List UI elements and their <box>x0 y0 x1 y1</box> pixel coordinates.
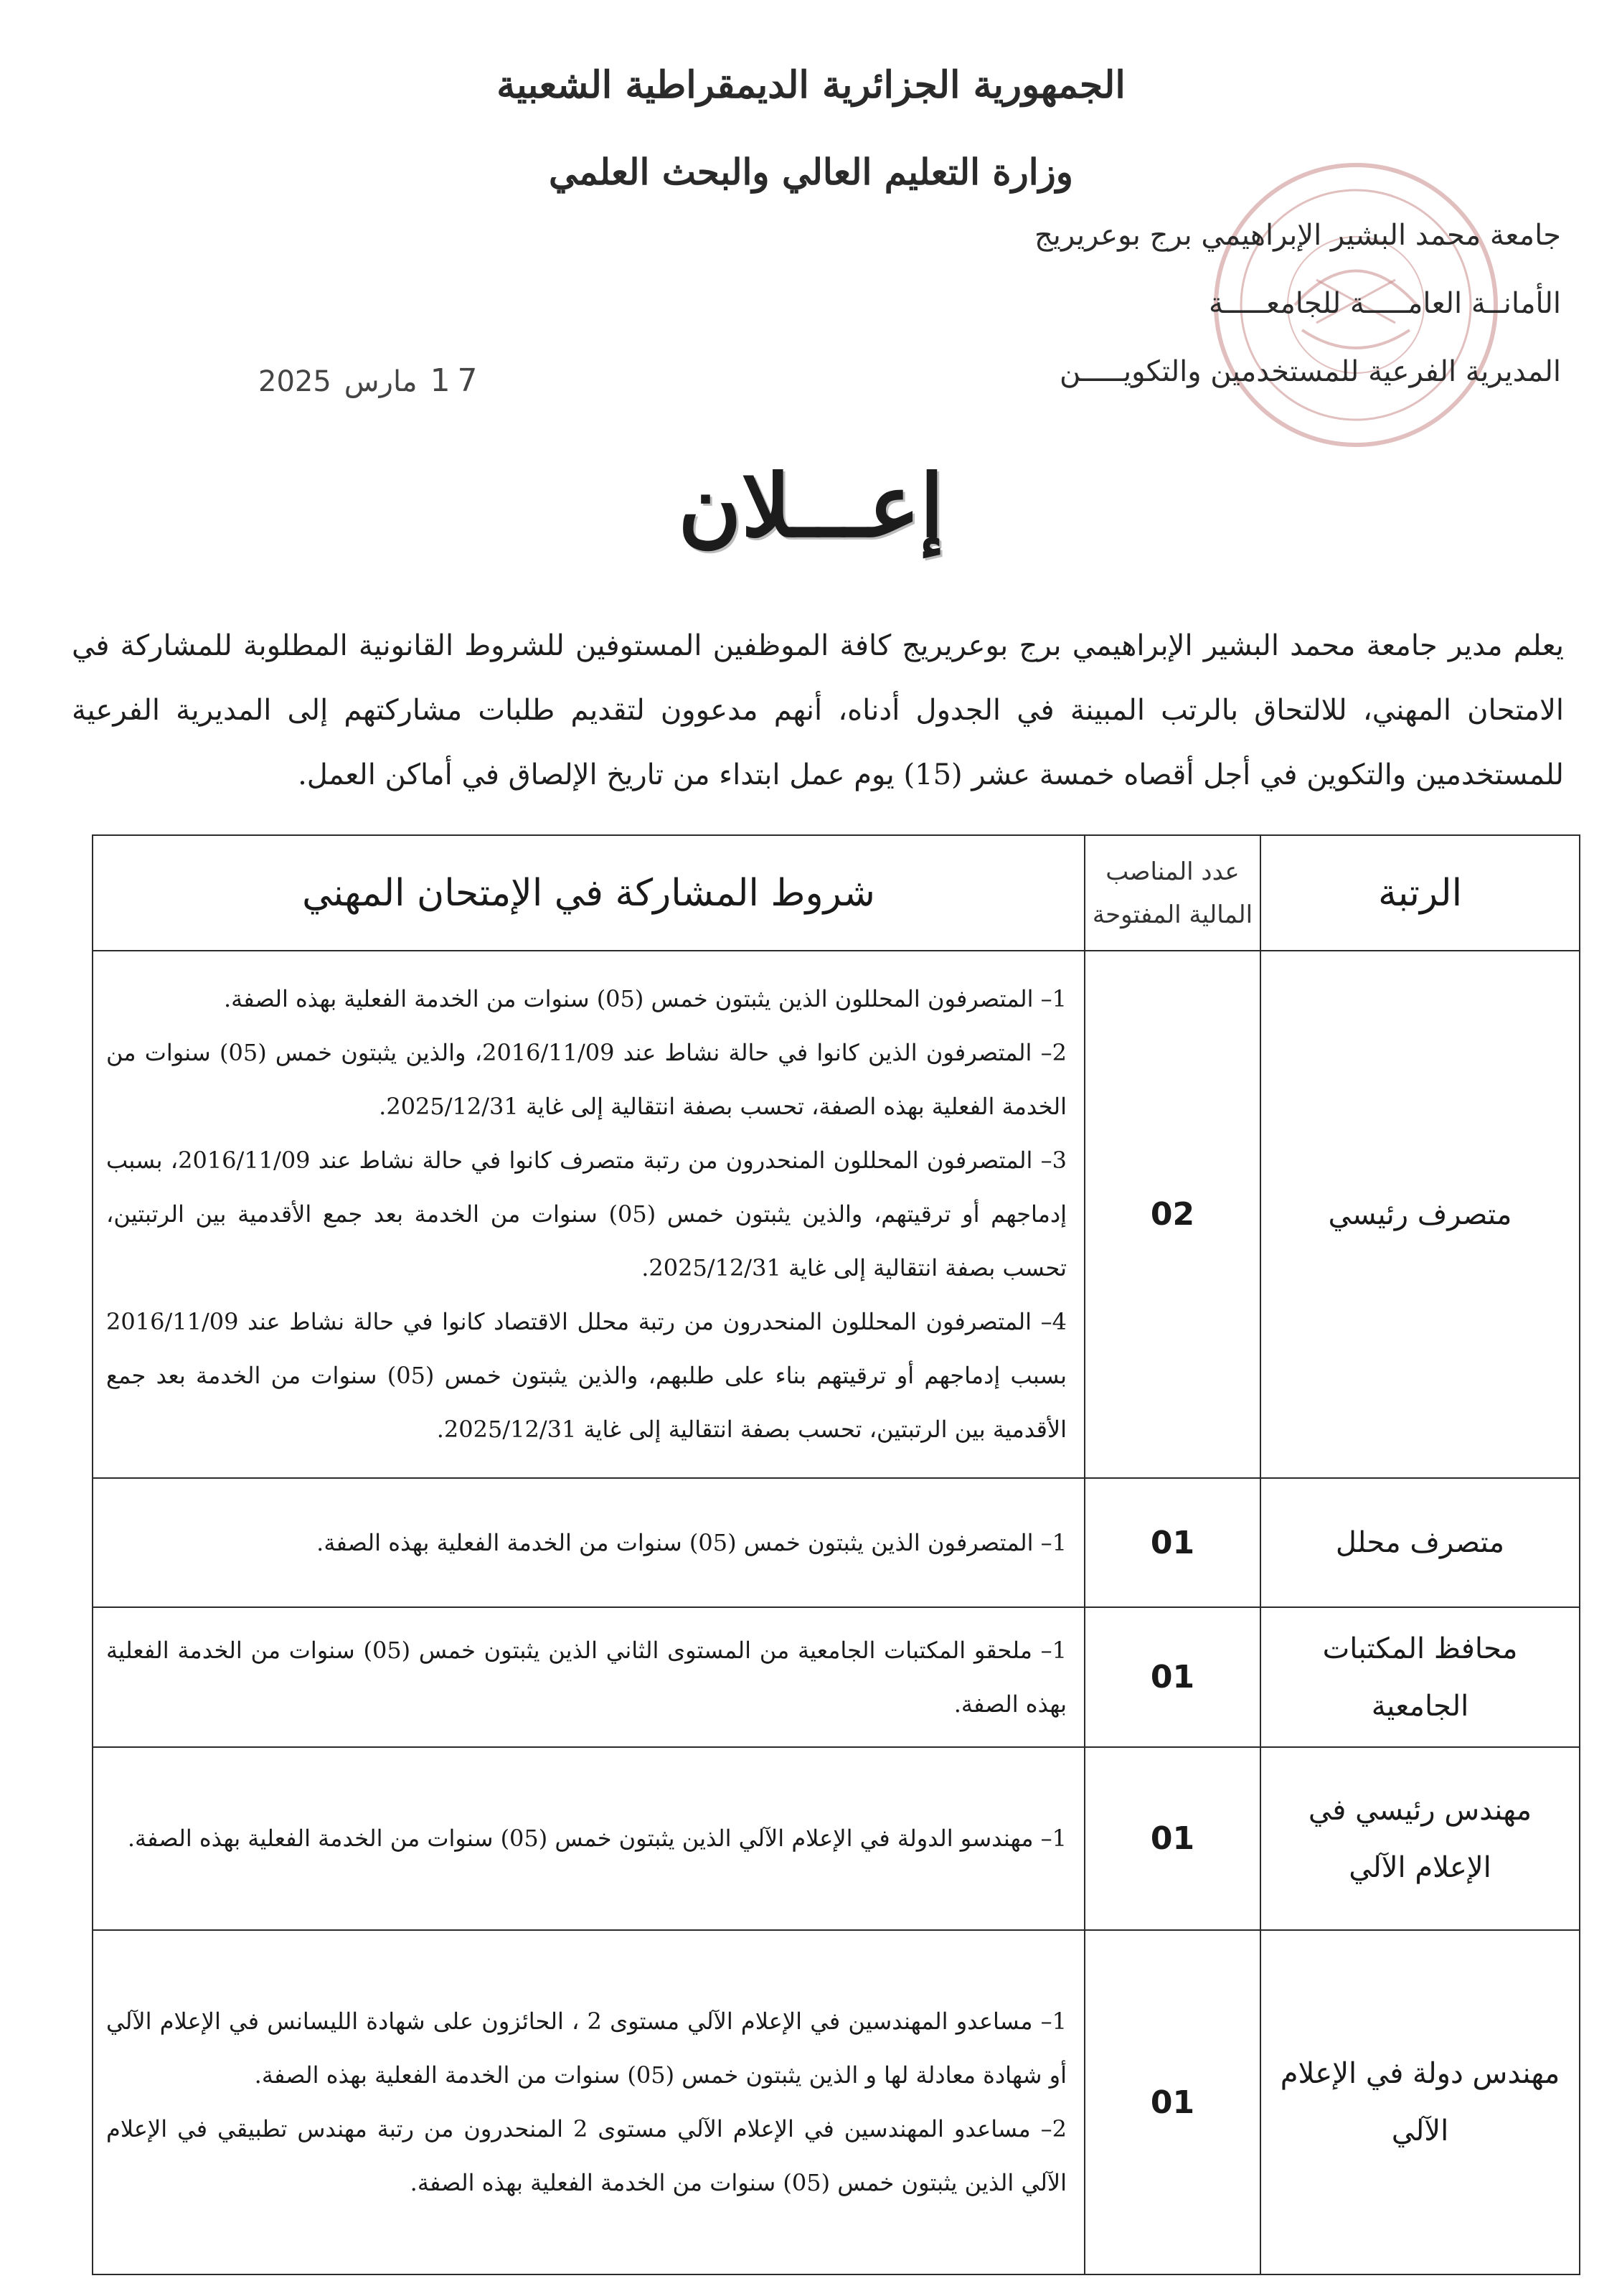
condition-item: 3– المتصرفون المحللون المنحدرون من رتبة متصرف كانوا في حالة نشاط عند 2016/11/09، بسبب إدماجهم أو ترقيتهم، والذين يثبتون خمس (05) سنوات من الخدمة بعد جمع الأقدمية بين الرتبتين، تحسب بصفة انتقالية إلى غاية 2025/12/31. <box>106 1147 1067 1281</box>
positions-cell: 01 <box>1085 1607 1260 1747</box>
condition-item: 1– ملحقو المكتبات الجامعية من المستوى الثاني الذين يثبتون خمس (05) سنوات من الخدمة الفعلية بهذه الصفة. <box>106 1636 1067 1718</box>
university-name: جامعة محمد البشير الإبراهيمي برج بوعريريج <box>1034 219 1561 252</box>
republic-heading: الجمهورية الجزائرية الديمقراطية الشعبية <box>496 63 1126 107</box>
condition-item: 2– مساعدو المهندسين في الإعلام الآلي مستوى 2 المنحدرون من رتبة مهندس تطبيقي في الإعلام الآلي الذين يثبتون خمس (05) سنوات من الخدمة الفعلية بهذه الصفة. <box>106 2115 1067 2196</box>
exam-conditions-table <box>92 834 1580 2275</box>
conditions-cell <box>93 1930 1085 2274</box>
table-header-row <box>93 835 1580 951</box>
date-day: 17 <box>430 362 485 399</box>
rank-cell: مهندس رئيسي في الإعلام الآلي <box>1260 1747 1580 1930</box>
rank-cell: محافظ المكتبات الجامعية <box>1260 1607 1580 1747</box>
date-month: مارس <box>344 365 418 398</box>
condition-item: 1– مهندسو الدولة في الإعلام الآلي الذين يثبتون خمس (05) سنوات من الخدمة الفعلية بهذه الصفة. <box>127 1825 1067 1852</box>
positions-cell: 02 <box>1085 951 1260 1478</box>
positions-cell: 01 <box>1085 1747 1260 1930</box>
positions-cell: 01 <box>1085 1930 1260 2274</box>
table-row <box>93 1607 1580 1747</box>
table-row <box>93 1478 1580 1607</box>
condition-item: 1– المتصرفون المحللون الذين يثبتون خمس (05) سنوات من الخدمة الفعلية بهذه الصفة. <box>223 985 1067 1012</box>
date-year: 2025 <box>258 365 331 398</box>
header-conditions: شروط المشاركة في الإمتحان المهني <box>93 835 1085 951</box>
rank-cell: مهندس دولة في الإعلام الآلي <box>1260 1930 1580 2274</box>
announcement-title: إعـــلان <box>678 456 944 557</box>
sub-directorate: المديرية الفرعية للمستخدمين والتكويـــــن <box>1059 355 1561 388</box>
conditions-cell <box>93 1747 1085 1930</box>
table-row <box>93 951 1580 1478</box>
condition-item: 1– مساعدو المهندسين في الإعلام الآلي مستوى 2 ، الحائزون على شهادة الليسانس في الإعلام الآلي أو شهادة معادلة لها و الذين يثبتون خمس (05) سنوات من الخدمة الفعلية بهذه الصفة. <box>106 2008 1067 2089</box>
table-row <box>93 1930 1580 2274</box>
table-row <box>93 1747 1580 1930</box>
condition-item: 4– المتصرفون المحللون المنحدرون من رتبة محلل الاقتصاد كانوا في حالة نشاط عند 2016/11/09 بسبب إدماجهم أو ترقيتهم بناء على طلبهم، والذين يثبتون خمس (05) سنوات من الخدمة بعد جمع الأقدمية بين الرتبتين، تحسب بصفة انتقالية إلى غاية 2025/12/31. <box>106 1308 1067 1443</box>
general-secretariat: الأمانــة العامـــــة للجامعـــــة <box>1209 287 1561 320</box>
condition-item: 1– المتصرفون الذين يثبتون خمس (05) سنوات من الخدمة الفعلية بهذه الصفة. <box>316 1528 1067 1556</box>
condition-item: 2– المتصرفون الذين كانوا في حالة نشاط عند 2016/11/09، والذين يثبتون خمس (05) سنوات من الخدمة الفعلية بهذه الصفة، تحسب بصفة انتقالية إلى غاية 2025/12/31. <box>106 1039 1067 1120</box>
conditions-cell <box>93 1607 1085 1747</box>
ministry-heading: وزارة التعليم العالي والبحث العلمي <box>549 151 1073 193</box>
rank-cell: متصرف رئيسي <box>1260 951 1580 1478</box>
rank-cell: متصرف محلل <box>1260 1478 1580 1607</box>
header-rank: الرتبة <box>1260 835 1580 951</box>
announcement-intro: يعلم مدير جامعة محمد البشير الإبراهيمي برج بوعريريج كافة الموظفين المستوفين للشروط القانونية المطلوبة للمشاركة في الامتحان المهني، للالتحاق بالرتب المبينة في الجدول أدناه، أنهم مدعوون لتقديم طلبات مشاركتهم إلى المديرية الفرعية للمستخدمين والتكوين في أجل أقصاه خمسة عشر (15) يوم عمل ابتداء من تاريخ الإلصاق في أماكن العمل. <box>72 629 1564 791</box>
positions-cell: 01 <box>1085 1478 1260 1607</box>
header-positions: عدد المناصب المالية المفتوحة <box>1085 835 1260 951</box>
conditions-cell <box>93 1478 1085 1607</box>
conditions-cell <box>93 951 1085 1478</box>
announcement-date <box>258 362 485 399</box>
